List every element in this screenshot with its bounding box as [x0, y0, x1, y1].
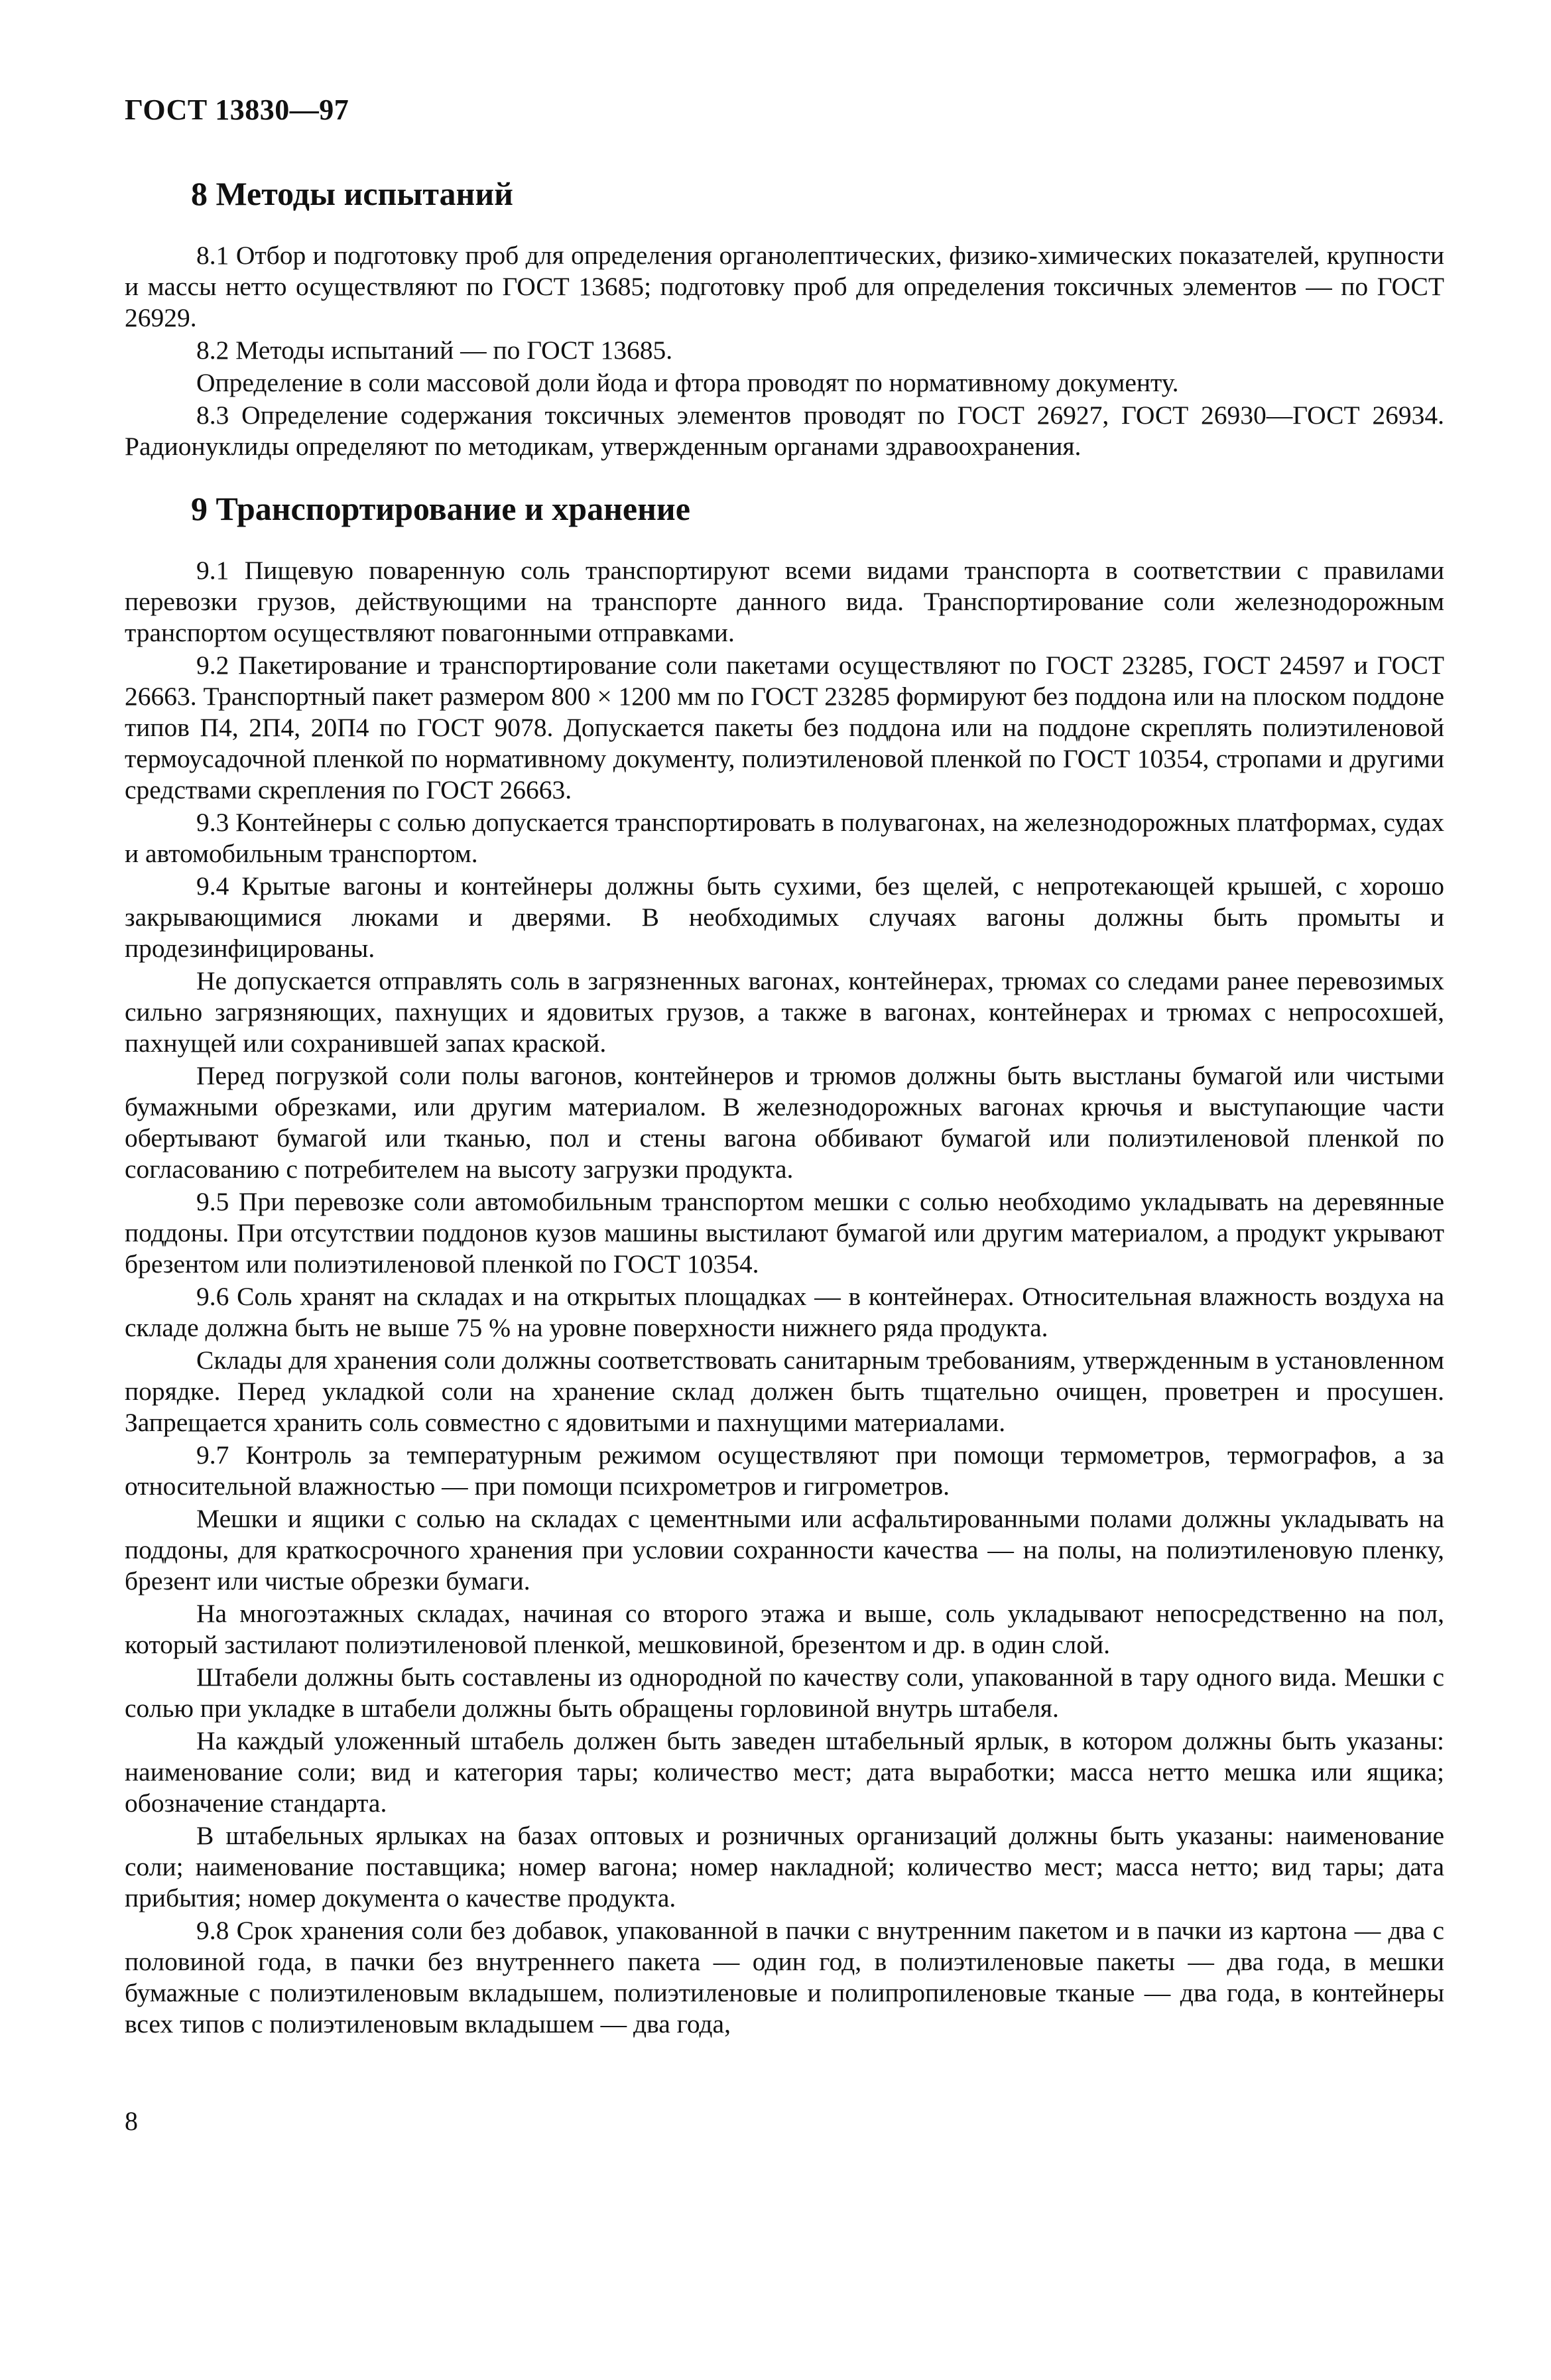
paragraph: Штабели должны быть составлены из однородной по качеству соли, упакованной в тару одного вида. Мешки с солью при укладке в штабели должны быть обращены горловиной внутрь штабеля. [125, 1662, 1444, 1723]
paragraph: 9.7 Контроль за температурным режимом осуществляют при помощи термометров, термографов, а за относительной влажностью — при помощи психрометров и гигрометров. [125, 1440, 1444, 1501]
paragraph: Мешки и ящики с солью на складах с цементными или асфальтированными полами должны укладывать на поддоны, для краткосрочного хранения при условии сохранности качества — на полы, на полиэтиленовую пленку, брезент или чистые обрезки бумаги. [125, 1504, 1444, 1596]
paragraph: 8.3 Определение содержания токсичных элементов проводят по ГОСТ 26927, ГОСТ 26930—ГОСТ 26934. Радионуклиды определяют по методикам, утвержденным органами здравоохранения. [125, 401, 1444, 461]
paragraph: Не допускается отправлять соль в загрязненных вагонах, контейнерах, трюмах со следами ранее перевозимых сильно загрязняющих, пахнущих и ядовитых грузов, а также в вагонах, контейнерах и трюмах с непросохшей, пахнущей или сохранившей запах краской. [125, 966, 1444, 1058]
paragraph: 9.8 Срок хранения соли без добавок, упакованной в пачки с внутренним пакетом и в пачки из картона — два с половиной года, в пачки без внутреннего пакета — один год, в полиэтиленовые пакеты — два года, в мешки бумажные с полиэтиленовым вкладышем, полиэтиленовые и полипропиленовые тканые — два года, в контейнеры всех типов с полиэтиленовым вкладышем — два года, [125, 1916, 1444, 2038]
paragraph: 9.4 Крытые вагоны и контейнеры должны быть сухими, без щелей, с непротекающей крышей, с хорошо закрывающимися люками и дверями. В необходимых случаях вагоны должны быть промыты и продезинфицированы. [125, 871, 1444, 963]
page-number: 8 [125, 2106, 138, 2136]
paragraph: Склады для хранения соли должны соответствовать санитарным требованиям, утвержденным в установленном порядке. Перед укладкой соли на хранение склад должен быть тщательно очищен, проветрен и просушен. Запрещается хранить соль совместно с ядовитыми и пахнущими материалами. [125, 1346, 1444, 1437]
paragraph: 9.5 При перевозке соли автомобильным транспортом мешки с солью необходимо укладывать на деревянные поддоны. При отсутствии поддонов кузов машины выстилают бумагой или другим материалом, а продукт укрывают брезентом или полиэтиленовой пленкой по ГОСТ 10354. [125, 1187, 1444, 1279]
paragraph: 9.6 Соль хранят на складах и на открытых площадках — в контейнерах. Относительная влажность воздуха на складе должна быть не выше 75 % на уровне поверхности нижнего ряда продукта. [125, 1282, 1444, 1342]
document-body [125, 174, 1444, 2040]
paragraph: На каждый уложенный штабель должен быть заведен штабельный ярлык, в котором должны быть указаны: наименование соли; вид и категория тары; количество мест; дата выработки; масса нетто мешка или ящика; обозначение стандарта. [125, 1726, 1444, 1818]
document-header: ГОСТ 13830—97 [125, 94, 349, 126]
paragraph: На многоэтажных складах, начиная со второго этажа и выше, соль укладывают непосредственно на пол, который застилают полиэтиленовой пленкой, мешковиной, брезентом и др. в один слой. [125, 1599, 1444, 1659]
paragraph: Определение в соли массовой доли йода и фтора проводят по нормативному документу. [196, 368, 1179, 397]
paragraph: 9.3 Контейнеры с солью допускается транспортировать в полувагонах, на железнодорожных платформах, судах и автомобильным транспортом. [125, 808, 1444, 868]
paragraph: 9.2 Пакетирование и транспортирование соли пакетами осуществляют по ГОСТ 23285, ГОСТ 24597 и ГОСТ 26663. Транспортный пакет размером 800 × 1200 мм по ГОСТ 23285 формируют без поддона или на плоском поддоне типов П4, 2П4, 20П4 по ГОСТ 9078. Допускается пакеты без поддона или на поддоне скреплять полиэтиленовой термоусадочной пленкой по нормативному документу, полиэтиленовой пленкой по ГОСТ 10354, стропами и другими средствами скрепления по ГОСТ 26663. [125, 651, 1444, 804]
paragraph: Перед погрузкой соли полы вагонов, контейнеров и трюмов должны быть выстланы бумагой или чистыми бумажными обрезками, или другим материалом. В железнодорожных вагонах крючья и выступающие части обертывают бумагой или тканью, пол и стены вагона оббивают бумагой или полиэтиленовой пленкой по согласованию с потребителем на высоту загрузки продукта. [125, 1061, 1444, 1184]
paragraph: 8.2 Методы испытаний — по ГОСТ 13685. [196, 336, 673, 365]
paragraph: В штабельных ярлыках на базах оптовых и розничных организаций должны быть указаны: наименование соли; наименование поставщика; номер вагона; номер накладной; количество мест; масса нетто; вид тары; дата прибытия; номер документа о качестве продукта. [125, 1821, 1444, 1912]
paragraph: 9.1 Пищевую поваренную соль транспортируют всеми видами транспорта в соответствии с правилами перевозки грузов, действующими на транспорте данного вида. Транспортирование соли железнодорожным транспортом осуществляют повагонными отправками. [125, 556, 1444, 647]
section-title-8: 8 Методы испытаний [191, 175, 513, 212]
paragraph: 8.1 Отбор и подготовку проб для определения органолептических, физико-химических показателей, крупности и массы нетто осуществляют по ГОСТ 13685; подготовку проб для определения токсичных элементов — по ГОСТ 26929. [125, 241, 1444, 332]
section-title-9: 9 Транспортирование и хранение [191, 490, 690, 527]
